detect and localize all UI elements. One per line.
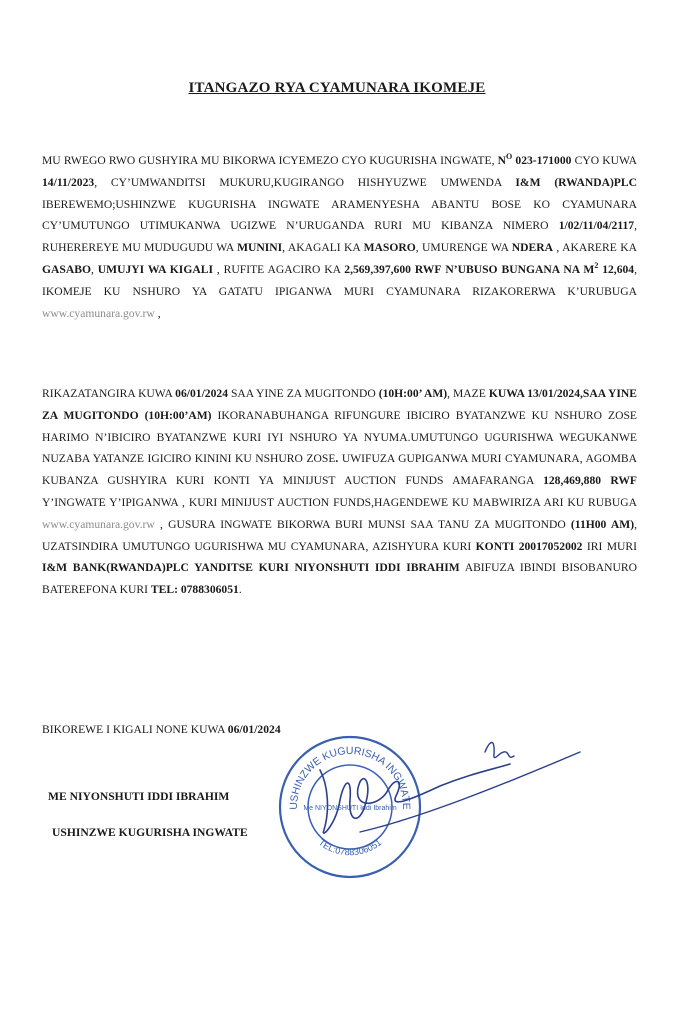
text: Y’INGWATE Y’IPIGANWA , KURI MINIJUST AUCTION FUNDS,HAGENDEWE KU MABWIRIZA ARI KU RUBUGA xyxy=(42,495,637,509)
deposit-amount: 128,469,880 RWF xyxy=(543,474,637,488)
auction-number-label: $N^O$ 023-171000 xyxy=(497,152,572,167)
text: , MAZE xyxy=(447,387,489,400)
text: , IKOMEJE KU NSHURO YA GATATU IPIGANWA MURI CYAMUNARA RIZAKORERWA K’URUBUGA xyxy=(42,262,638,298)
place-and-date: BIKOREWE I KIGALI NONE KUWA 06/01/2024 xyxy=(42,723,281,736)
property-value: 2,569,397,600 RWF xyxy=(344,262,442,276)
district: GASABO xyxy=(42,262,91,276)
text: IKORANABUHANGA RIFUNGURE IBICIRO BYATANZWE KU NSHURO ZOSE HARIMO N’IBICIRO BYATANZWE KURI IYI NSHURO YA NYUMA.UMUTUNGO UGURISHWA WEGUKANWE NUZABA YATANZE IGICIRO KININI KU NSHURO ZOSE xyxy=(42,408,637,466)
text: ABIFUZA IBINDI BISOBANURO BATEREFONA KURI xyxy=(42,561,637,597)
decision-date: 14/11/2023 xyxy=(42,175,95,189)
text: , RUFITE AGACIRO KA xyxy=(212,262,345,276)
city: UMUJYI WA KIGALI xyxy=(97,262,213,276)
plot-number: 1/02/11/04/2117 xyxy=(558,219,635,233)
text: , UZATSINDIRA UMUTUNGO UGURISHWA MU CYAMUNARA, AZISHYURA KURI xyxy=(42,517,637,553)
village: MUNINI xyxy=(237,241,283,255)
stamp-bottom-text: TEL:0788306051 xyxy=(316,837,384,858)
text: , AKARERE KA xyxy=(553,241,637,255)
text: , CY’UMWANDITSI MUKURU,KUGIRANGO HISHYUZWE UMWENDA xyxy=(94,175,516,189)
text: RIKAZATANGIRA KUWA xyxy=(42,387,176,400)
cell: MASORO xyxy=(363,241,416,255)
paragraph-details xyxy=(42,383,637,601)
text: , GUSURA INGWATE BIKORWA BURI MUNSI SAA TANU ZA MUGITONDO xyxy=(154,517,571,531)
paragraph-announcement xyxy=(42,150,637,324)
text: . xyxy=(238,583,242,597)
closing-date: KUWA 13/01/2024,SAA YINE ZA MUGITONDO (10H:00’AM) xyxy=(42,387,637,422)
account-holder: I&M BANK(RWANDA)PLC YANDITSE KURI NIYONSHUTI IDDI IBRAHIM xyxy=(42,561,460,575)
text: , xyxy=(90,262,98,276)
website-link[interactable]: www.cyamunara.gov.rw xyxy=(42,306,155,320)
text: MU RWEGO RWO GUSHYIRA MU BIKORWA ICYEMEZO CYO KUGURISHA INGWATE, xyxy=(42,154,498,167)
stamp-center-text: Me NIYONSHUTI Iddi Ibrahim xyxy=(303,805,397,812)
stamp-top-text: USHINZWE KUGURISHA INGWATE xyxy=(287,744,413,810)
sector: NDERA xyxy=(511,241,553,255)
text: , UMURENGE WA xyxy=(415,241,512,255)
start-date: 06/01/2024 xyxy=(175,387,228,400)
visit-time: (11H00 AM) xyxy=(570,517,635,531)
document-title: ITANGAZO RYA CYAMUNARA IKOMEJE xyxy=(188,80,486,96)
text: IBEREWEMO;USHINZWE KUGURISHA INGWATE ARAMENYESHA ABANTU BOSE KO CYAMUNARA CY’UMUTUNGO UTIMUKANWA UGIZWE N’URUGANDA RURI MU KIBANZA NIMERO xyxy=(42,197,637,233)
text: , AKAGALI KA xyxy=(282,241,364,255)
text: , RUHEREREYE MU MUDUGUDU WA xyxy=(42,219,637,255)
creditor-bank: I&M (RWANDA)PLC xyxy=(515,175,637,189)
start-time: (10H:00’ AM) xyxy=(378,387,448,400)
signatory-role: USHINZWE KUGURISHA INGWATE xyxy=(52,826,248,839)
text: IRI MURI xyxy=(582,539,637,553)
text: CYO KUWA xyxy=(571,154,637,167)
account-number: KONTI 20017052002 xyxy=(475,539,583,553)
signatory-name: ME NIYONSHUTI IDDI IBRAHIM xyxy=(48,790,230,803)
property-area: N’UBUSO BUNGANA NA $M^2$ 12,604 xyxy=(445,261,635,276)
website-link[interactable]: www.cyamunara.gov.rw xyxy=(42,517,155,531)
text: , xyxy=(154,306,161,320)
text: SAA YINE ZA MUGITONDO xyxy=(228,387,379,400)
phone-number: TEL: 0788306051 xyxy=(150,583,239,597)
text: . xyxy=(335,452,339,466)
text: UWIFUZA GUPIGANWA MURI CYAMUNARA, AGOMBA KUBANZA GUSHYIRA KURI KONTI YA MINIJUST AUCTION FUNDS AMAFARANGA xyxy=(42,452,638,488)
signing-date: 06/01/2024 xyxy=(227,723,281,736)
handwritten-signature xyxy=(300,730,590,850)
